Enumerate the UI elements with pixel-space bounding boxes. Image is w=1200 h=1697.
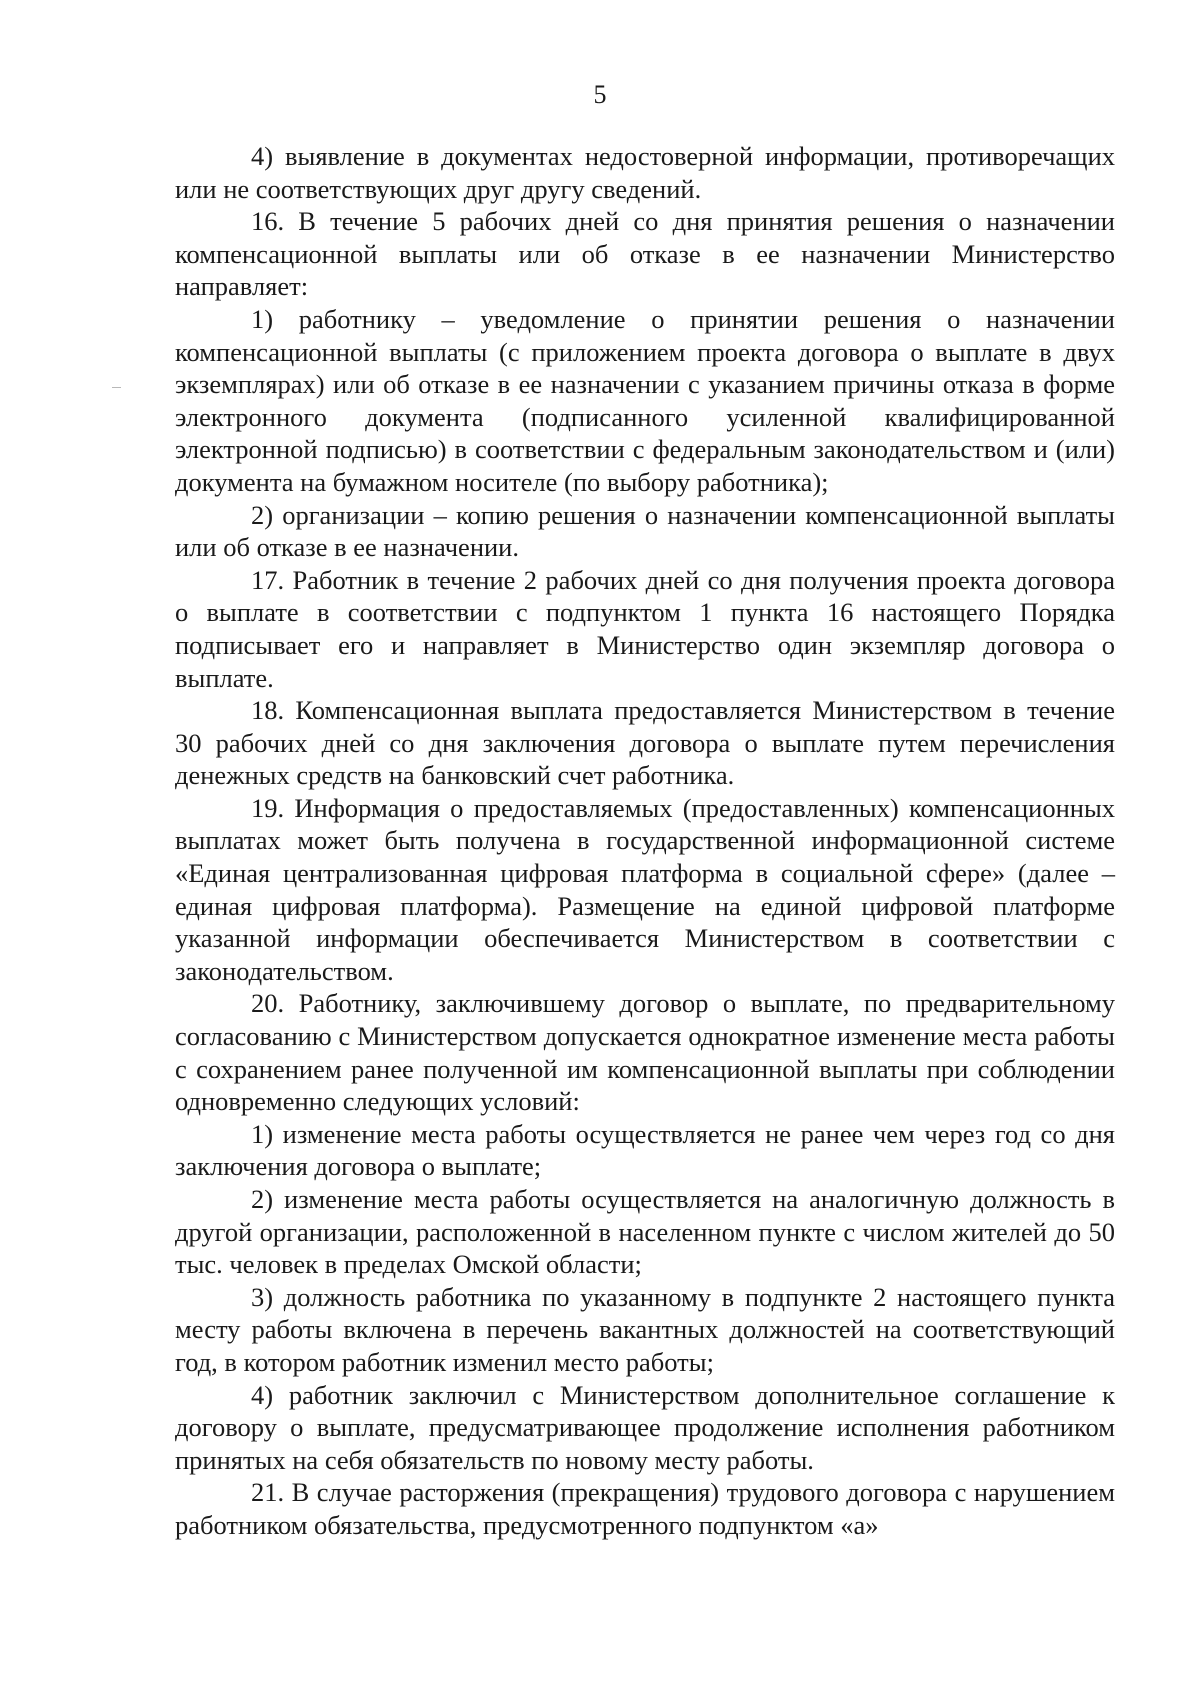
paragraph-21: 21. В случае расторжения (прекращения) трудового договора с нарушением работником обязательства, предусмотренного подпунктом «а» [175,1477,1115,1540]
paragraph-20: 20. Работнику, заключившему договор о выплате, по предварительному согласованию с Министерством допускается однократное изменение места работы с сохранением ранее полученной им компенсационной выплаты при соблюдении одновременно следующих условий: [175,988,1115,1117]
page-number: 5 [593,80,607,109]
paragraph-20-1: 1) изменение места работы осуществляется не ранее чем через год со дня заключения договора о выплате; [175,1118,1115,1182]
paragraph-19: 19. Информация о предоставляемых (предоставленных) компенсационных выплатах может быть получена в государственной информационной системе «Единая централизованная цифровая платформа в социальной сфере» (далее – единая цифровая платформа). Размещение на единой цифровой платформе указанной информации обеспечивается Министерством в соответствии с законодательством. [175,792,1115,986]
margin-mark [112,387,121,388]
paragraph-20-4: 4) работник заключил с Министерством дополнительное соглашение к договору о выплате, предусматривающее продолжение исполнения работником принятых на себя обязательств по новому месту работы. [175,1379,1115,1475]
paragraph-17: 17. Работник в течение 2 рабочих дней со дня получения проекта договора о выплате в соответствии с подпунктом 1 пункта 16 настоящего Порядка подписывает его и направляет в Министерство один экземпляр договора о выплате. [175,564,1115,693]
paragraph-16-2: 2) организации – копию решения о назначении компенсационной выплаты или об отказе в ее назначении. [175,499,1115,563]
document-body [175,140,1115,1542]
paragraph-20-2: 2) изменение места работы осуществляется на аналогичную должность в другой организации, расположенной в населенном пункте с числом жителей до 50 тыс. человек в пределах Омской области; [175,1184,1115,1280]
paragraph-16: 16. В течение 5 рабочих дней со дня принятия решения о назначении компенсационной выплаты или об отказе в ее назначении Министерство направляет: [175,206,1115,302]
paragraph-16-1: 1) работнику – уведомление о принятии решения о назначении компенсационной выплаты (с приложением проекта договора о выплате в двух экземплярах) или об отказе в ее назначении с указанием причины отказа в форме электронного документа (подписанного усиленной квалифицированной электронной подписью) в соответствии с федеральным законодательством и (или) документа на бумажном носителе (по выбору работника); [175,303,1115,497]
paragraph-15-4: 4) выявление в документах недостоверной информации, противоречащих или не соответствующих друг другу сведений. [175,141,1115,204]
paragraph-18: 18. Компенсационная выплата предоставляется Министерством в течение 30 рабочих дней со дня заключения договора о выплате путем перечисления денежных средств на банковский счет работника. [175,695,1115,791]
paragraph-20-3: 3) должность работника по указанному в подпункте 2 настоящего пункта месту работы включена в перечень вакантных должностей на соответствующий год, в котором работник изменил место работы; [175,1281,1115,1377]
